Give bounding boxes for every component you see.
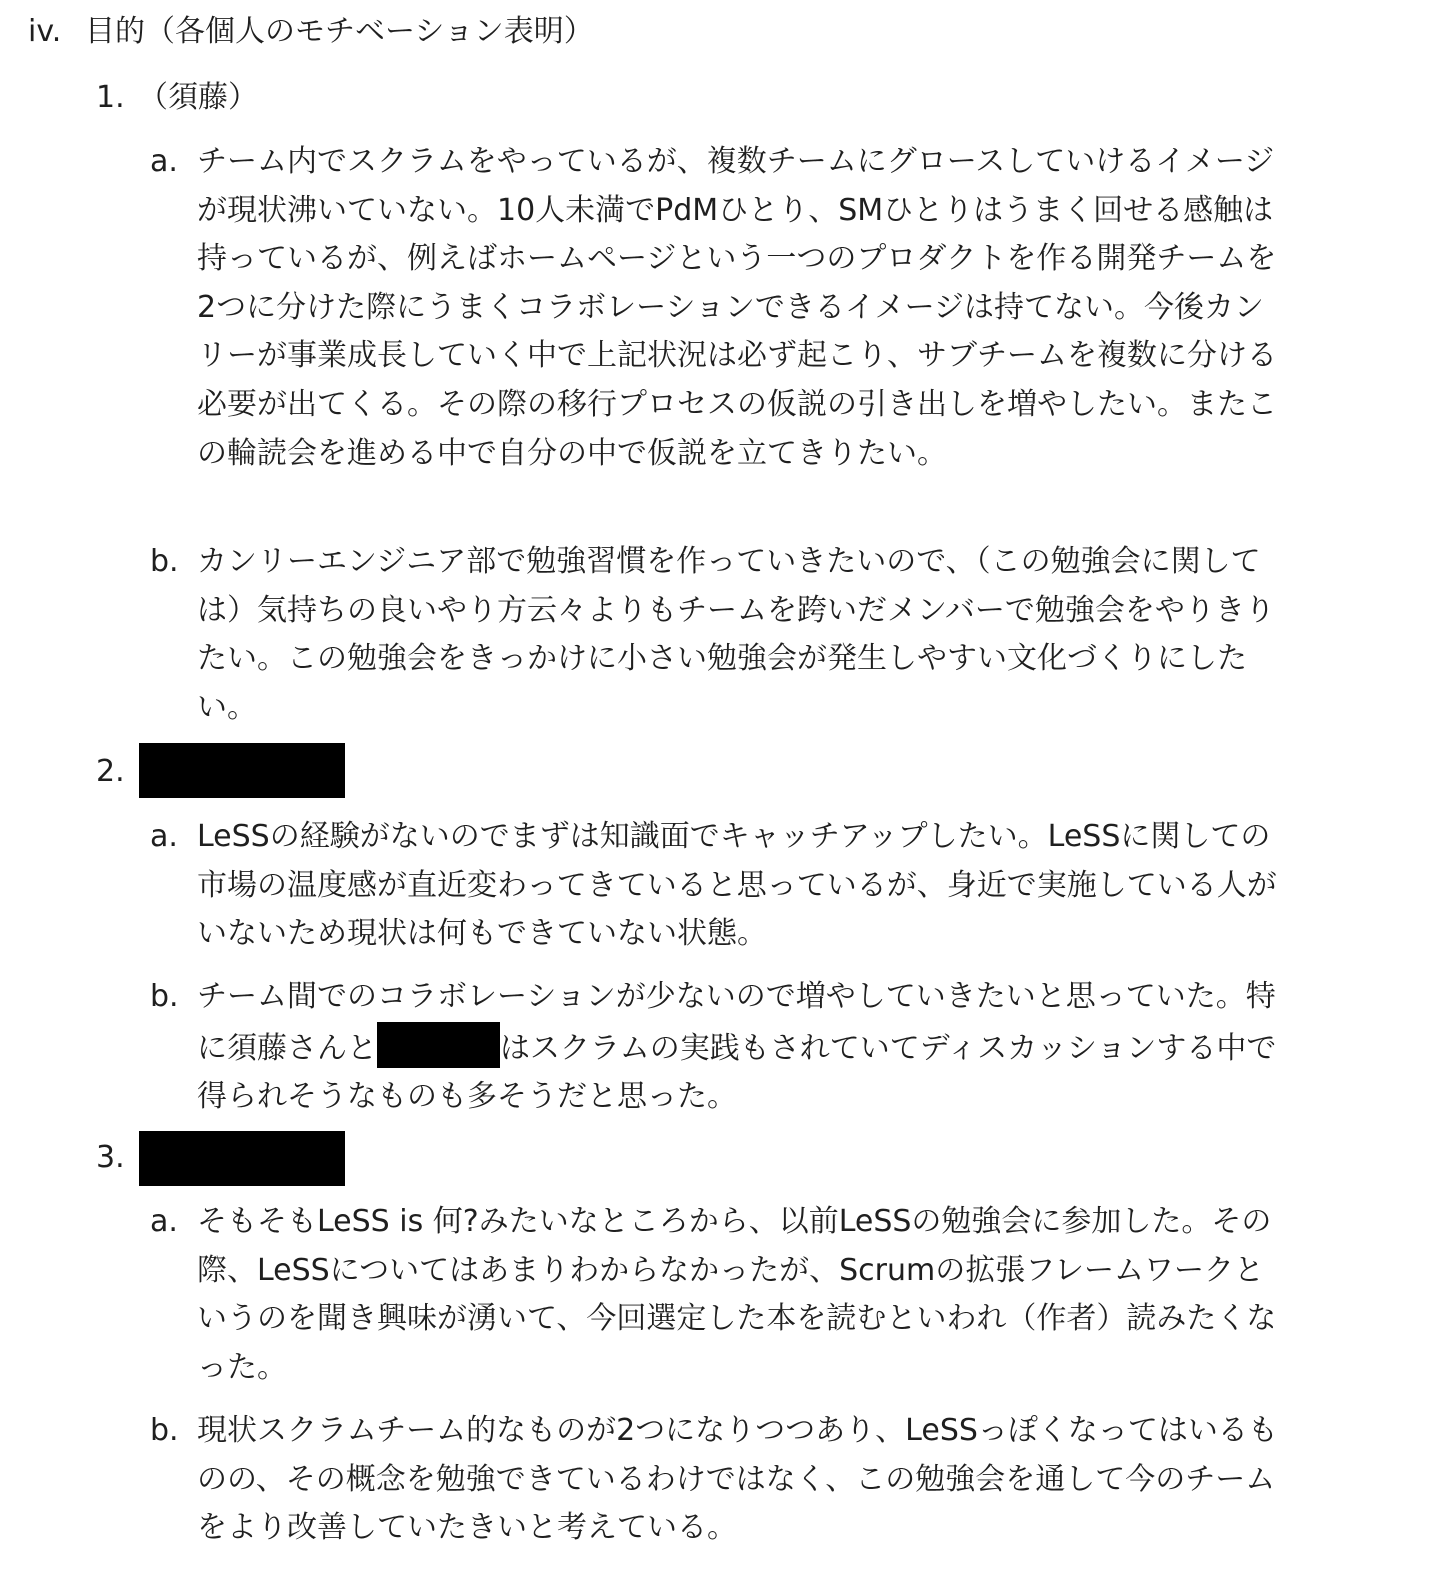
person-number: 3.: [96, 1140, 125, 1175]
person-entry-1: [96, 76, 258, 120]
section-heading: [28, 10, 594, 54]
list-item: [150, 138, 1290, 478]
item-letter: b.: [150, 979, 179, 1014]
list-item: [150, 1198, 1290, 1392]
redacted-name-block: [139, 743, 345, 798]
item-text: LeSSの経験がないのでまずは知識面でキャッチアップしたい。LeSSに関しての市場の温度感が直近変わってきていると思っているが、身近で実施している人がいないため現状は何もできていない状態。: [197, 819, 1277, 952]
item-letter: b.: [150, 1413, 179, 1448]
person-number: 1.: [96, 80, 125, 115]
list-item: [150, 538, 1290, 732]
person-name: （須藤）: [138, 80, 258, 115]
item-text-part: はスクラムの実践もされていてディスカッションする中で得られそうなものも多そうだと思った。: [197, 1030, 1277, 1115]
item-text-part: チーム間でのコラボレーションが少ないので増やしていきたいと思っていた。特に須藤さんと: [197, 979, 1276, 1066]
item-letter: a.: [150, 144, 178, 179]
person-entry-3: [96, 1136, 138, 1180]
heading-marker: iv.: [28, 14, 62, 49]
item-text: チーム内でスクラムをやっているが、複数チームにグロースしていけるイメージが現状沸いていない。10人未満でPdMひとり、SMひとりはうまく回せる感触は持っているが、例えばホームページという一つのプロダクトを作る開発チームを2つに分けた際にうまくコラボレーションできるイメージは持てない。今後カンリーが事業成長していく中で上記状況は必ず起こり、サブチームを複数に分ける必要が出てくる。その際の移行プロセスの仮説の引き出しを増やしたい。またこの輪読会を進める中で自分の中で仮説を立てきりたい。: [197, 144, 1277, 471]
list-item: [150, 813, 1290, 959]
redacted-name-inline: [377, 1022, 500, 1068]
item-letter: a.: [150, 1204, 178, 1239]
item-letter: b.: [150, 544, 179, 579]
redacted-name-block: [139, 1131, 345, 1186]
person-number: 2.: [96, 754, 125, 789]
list-item: [150, 973, 1290, 1122]
item-text: [197, 973, 1282, 1122]
item-text: そもそもLeSS is 何?みたいなところから、以前LeSSの勉強会に参加した。その際、LeSSについてはあまりわからなかったが、Scrumの拡張フレームワークというのを聞き興味が湧いて、今回選定した本を読むといわれ（作者）読みたくなった。: [197, 1204, 1277, 1385]
list-item: [150, 1407, 1290, 1553]
heading-text: 目的（各個人のモチベーション表明）: [85, 14, 594, 49]
person-entry-2: [96, 750, 138, 794]
item-text: 現状スクラムチーム的なものが2つになりつつあり、LeSSっぽくなってはいるものの、その概念を勉強できているわけではなく、この勉強会を通して今のチームをより改善していたきいと考えている。: [197, 1413, 1278, 1546]
item-letter: a.: [150, 819, 178, 854]
item-text: カンリーエンジニア部で勉強習慣を作っていきたいので、（この勉強会に関しては）気持ちの良いやり方云々よりもチームを跨いだメンバーで勉強会をやりきりたい。この勉強会をきっかけに小さい勉強会が発生しやすい文化づくりにしたい。: [197, 544, 1275, 725]
